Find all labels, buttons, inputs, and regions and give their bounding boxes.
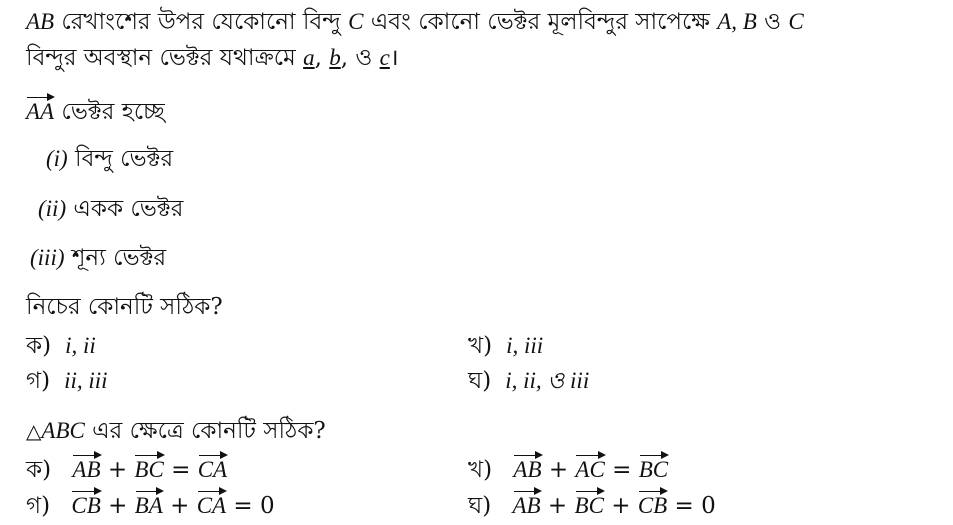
vector-term: AB bbox=[72, 452, 100, 484]
conj-o-2: ও bbox=[355, 45, 373, 71]
option-label: খ) bbox=[468, 333, 493, 359]
q1-item-3 bbox=[30, 244, 166, 272]
q1-question: নিচের কোনটি সঠিক? bbox=[26, 294, 223, 320]
vector-term: AB bbox=[513, 452, 541, 484]
q1-stem-line2: বিন্দুর অবস্থান ভেক্টর যথাক্রমে a, b, ও c। bbox=[26, 45, 399, 71]
option-label: খ) bbox=[468, 457, 493, 483]
operator: + bbox=[611, 493, 631, 519]
operator: = bbox=[171, 457, 191, 483]
operator: + bbox=[547, 493, 568, 519]
vector-term: CA bbox=[197, 488, 226, 520]
operator: + bbox=[107, 457, 128, 483]
vector-AA: AA bbox=[26, 94, 54, 126]
item-text: বিন্দু ভেক্টর bbox=[75, 146, 174, 172]
points-A-B: A, B bbox=[717, 9, 757, 34]
vector-term: CA bbox=[198, 452, 227, 484]
vector-term: AC bbox=[575, 452, 604, 484]
operator: + bbox=[108, 493, 128, 519]
item-num: (iii) bbox=[30, 245, 65, 270]
option-label: গ) bbox=[26, 493, 51, 519]
q2-option-gha[interactable] bbox=[468, 488, 716, 520]
option-label: ক) bbox=[26, 333, 52, 359]
vector-b: b bbox=[329, 45, 341, 70]
q1-option-ga[interactable] bbox=[26, 367, 108, 395]
option-value: i, ii bbox=[65, 333, 96, 358]
option-label: ঘ) bbox=[468, 368, 492, 394]
option-label: ঘ) bbox=[468, 493, 492, 519]
vector-c: c bbox=[379, 45, 390, 70]
option-label: ক) bbox=[26, 457, 52, 483]
option-value: i, ii, ও iii bbox=[505, 368, 590, 393]
rhs-zero: = 0 bbox=[674, 493, 716, 519]
rhs-zero: = 0 bbox=[233, 493, 275, 519]
q1-stem-line1 bbox=[26, 8, 804, 36]
vector-term: BC bbox=[639, 452, 668, 484]
option-value: i, iii bbox=[506, 333, 544, 358]
vector-term: AB bbox=[513, 488, 541, 520]
point-C: C bbox=[348, 9, 364, 34]
vector-term: CB bbox=[71, 488, 100, 520]
point-C-2: C bbox=[788, 9, 804, 34]
triangle-ABC: ABC bbox=[41, 418, 85, 443]
vector-term: CB bbox=[638, 488, 667, 520]
segment-AB: AB bbox=[26, 9, 55, 34]
operator: + bbox=[170, 493, 190, 519]
triangle-symbol: △ bbox=[26, 419, 42, 443]
q2-option-kha[interactable] bbox=[468, 452, 668, 484]
item-text: একক ভেক্টর bbox=[73, 196, 184, 222]
vector-term: BC bbox=[575, 488, 604, 520]
option-value: ii, iii bbox=[64, 368, 108, 393]
q2-option-ka[interactable] bbox=[26, 452, 227, 484]
item-text: শূন্য ভেক্টর bbox=[71, 245, 167, 271]
operator: + bbox=[548, 457, 569, 483]
q1-item-2 bbox=[38, 195, 183, 223]
danda: । bbox=[389, 45, 399, 71]
item-num: (i) bbox=[46, 146, 68, 171]
item-num: (ii) bbox=[38, 196, 67, 221]
q2-option-ga[interactable] bbox=[26, 488, 275, 520]
q1-option-ka[interactable] bbox=[26, 332, 96, 360]
vector-a: a bbox=[303, 45, 315, 70]
q2-question bbox=[26, 417, 326, 445]
stem-text-1: রেখাংশের উপর যেকোনো বিন্দু bbox=[61, 9, 341, 35]
q1-item-1 bbox=[46, 145, 173, 173]
vector-term: BA bbox=[135, 488, 163, 520]
stem-text-3: বিন্দুর অবস্থান ভেক্টর যথাক্রমে bbox=[26, 45, 296, 71]
q2-question-text: এর ক্ষেত্রে কোনটি সঠিক? bbox=[92, 418, 326, 444]
q1-option-kha[interactable] bbox=[468, 332, 543, 360]
q1-subject bbox=[26, 94, 165, 126]
vector-term: BC bbox=[134, 452, 163, 484]
subject-text: ভেক্টর হচ্ছে bbox=[61, 99, 165, 125]
conj-o: ও bbox=[764, 9, 782, 35]
q1-option-gha[interactable] bbox=[468, 367, 589, 395]
operator: = bbox=[612, 457, 632, 483]
option-label: গ) bbox=[26, 368, 51, 394]
stem-text-2: এবং কোনো ভেক্টর মূলবিন্দুর সাপেক্ষে bbox=[370, 9, 710, 35]
